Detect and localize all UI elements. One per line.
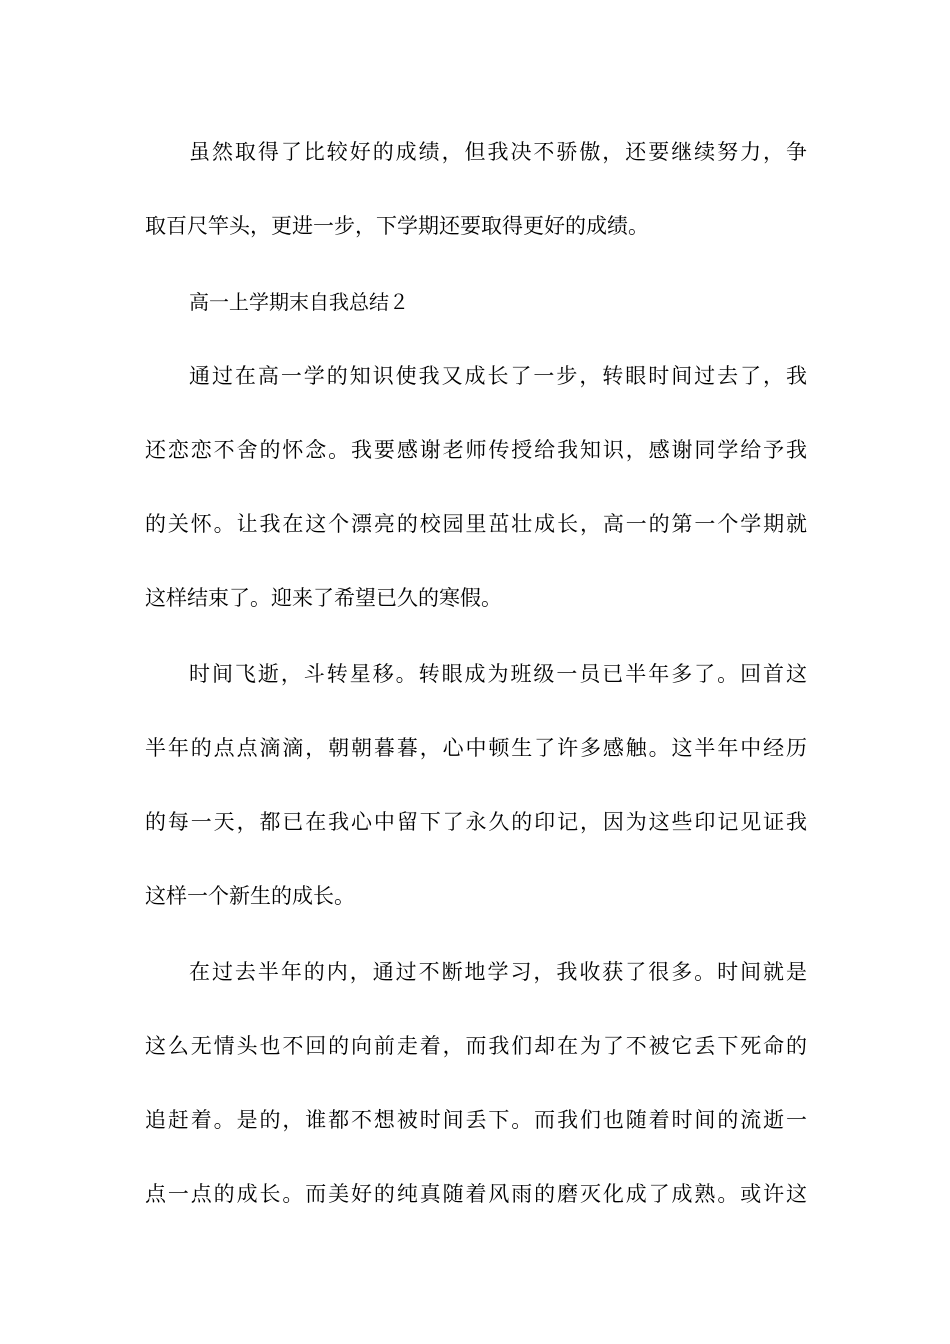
paragraph-2-line-1: 通过在高一学的知识使我又成长了一步，转眼时间过去了，我 [189, 364, 807, 388]
section-heading: 高一上学期末自我总结２ [189, 290, 409, 314]
paragraph-1-line-1: 虽然取得了比较好的成绩，但我决不骄傲，还要继续努力，争 [189, 140, 807, 164]
paragraph-3-line-3: 的每一天，都已在我心中留下了永久的印记，因为这些印记见证我 [145, 810, 807, 834]
paragraph-3-line-1: 时间飞逝，斗转星移。转眼成为班级一员已半年多了。回首这 [189, 662, 807, 686]
paragraph-4-line-1: 在过去半年的内，通过不断地学习，我收获了很多。时间就是 [189, 960, 807, 984]
paragraph-2-line-3: 的关怀。让我在这个漂亮的校园里茁壮成长，高一的第一个学期就 [145, 512, 807, 536]
paragraph-2-line-2: 还恋恋不舍的怀念。我要感谢老师传授给我知识，感谢同学给予我 [145, 438, 807, 462]
paragraph-1-line-2: 取百尺竿头，更进一步，下学期还要取得更好的成绩。 [145, 214, 649, 238]
paragraph-3-line-4: 这样一个新生的成长。 [145, 884, 355, 908]
paragraph-4-line-2: 这么无情头也不回的向前走着，而我们却在为了不被它丢下死命的 [145, 1034, 807, 1058]
paragraph-4-line-3: 追赶着。是的，谁都不想被时间丢下。而我们也随着时间的流逝一 [145, 1108, 807, 1132]
paragraph-3-line-2: 半年的点点滴滴，朝朝暮暮，心中顿生了许多感触。这半年中经历 [145, 736, 807, 760]
paragraph-4-line-4: 点一点的成长。而美好的纯真随着风雨的磨灭化成了成熟。或许这 [145, 1182, 807, 1206]
paragraph-2-line-4: 这样结束了。迎来了希望已久的寒假。 [145, 586, 502, 610]
